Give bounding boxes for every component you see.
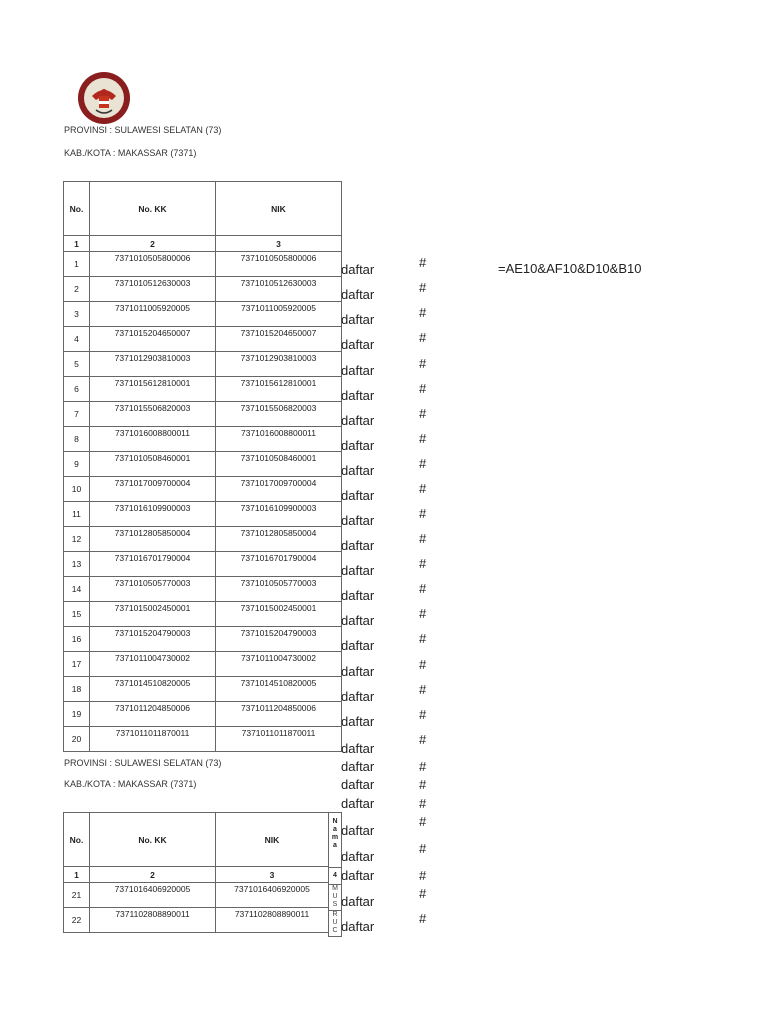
- hash-mark: #: [419, 431, 427, 446]
- daftar-label: daftar: [341, 312, 375, 327]
- cell-nik: 7371016701790004: [216, 552, 342, 577]
- cell-nik: 7371016109900003: [216, 502, 342, 527]
- hash-mark: #: [419, 796, 427, 811]
- vertical-letter: U: [332, 919, 338, 926]
- daftar-label: daftar: [341, 363, 375, 378]
- cell-nik: 7371010505770003: [216, 577, 342, 602]
- cell-no: 20: [64, 727, 90, 752]
- table-row: [64, 402, 342, 427]
- cell-no: 9: [64, 452, 90, 477]
- table-row: [64, 477, 342, 502]
- cell-no: 2: [64, 277, 90, 302]
- cell-nik: 7371015612810001: [216, 377, 342, 402]
- daftar-label: daftar: [341, 337, 375, 352]
- table-row: [64, 527, 342, 552]
- cell-nik: 7371014510820005: [216, 677, 342, 702]
- cell-kk: 7371017009700004: [90, 477, 216, 502]
- vertical-letter: R: [332, 911, 338, 918]
- daftar-label: daftar: [341, 413, 375, 428]
- daftar-label: daftar: [341, 287, 375, 302]
- daftar-label: daftar: [341, 777, 375, 792]
- kabkota-label: KAB./KOTA : MAKASSAR (7371): [64, 148, 197, 158]
- table-row: [64, 727, 342, 752]
- cell-no: 18: [64, 677, 90, 702]
- daftar-label: daftar: [341, 638, 375, 653]
- cell-nik: 7371012903810003: [216, 352, 342, 377]
- cell-no: 17: [64, 652, 90, 677]
- cell-kk: 7371011204850006: [90, 702, 216, 727]
- table-row: [64, 377, 342, 402]
- daftar-label: daftar: [341, 796, 375, 811]
- cell-no: 4: [64, 327, 90, 352]
- table-row: [64, 352, 342, 377]
- hash-mark: #: [419, 732, 427, 747]
- cell-nik: 7371015204650007: [216, 327, 342, 352]
- hash-mark: #: [419, 406, 427, 421]
- cell-kk: 7371016406920005: [90, 883, 216, 908]
- daftar-label: daftar: [341, 849, 375, 864]
- cell-kk: 7371016701790004: [90, 552, 216, 577]
- vertical-letter: U: [332, 893, 338, 900]
- cell-nik: 7371016008800011: [216, 427, 342, 452]
- cell-kk: 7371012903810003: [90, 352, 216, 377]
- cell-kk: 7371016109900003: [90, 502, 216, 527]
- hash-mark: #: [419, 886, 427, 901]
- cell-nik: 7371010508460001: [216, 452, 342, 477]
- nama-index-cell: 4: [328, 867, 342, 885]
- cell-no: 5: [64, 352, 90, 377]
- table-row: [64, 552, 342, 577]
- cell-no: 19: [64, 702, 90, 727]
- kpu-logo: [76, 70, 132, 126]
- hash-mark: #: [419, 305, 427, 320]
- table-row: [64, 602, 342, 627]
- cell-kk: 7371011005920005: [90, 302, 216, 327]
- daftar-label: daftar: [341, 868, 375, 883]
- column-index-row: 1 2 3: [64, 867, 329, 883]
- daftar-label: daftar: [341, 741, 375, 756]
- hash-mark: #: [419, 581, 427, 596]
- hash-mark: #: [419, 657, 427, 672]
- cell-kk: 7371015204650007: [90, 327, 216, 352]
- col-header-kk: No. KK: [90, 182, 216, 236]
- table-row: [64, 302, 342, 327]
- daftar-label: daftar: [341, 689, 375, 704]
- cell-kk: 7371012805850004: [90, 527, 216, 552]
- cell-nik: 7371015204790003: [216, 627, 342, 652]
- provinsi-label: PROVINSI : SULAWESI SELATAN (73): [64, 125, 222, 135]
- cell-nik: 7371011004730002: [216, 652, 342, 677]
- cell-nik: 7371016406920005: [216, 883, 329, 908]
- kpu-garuda-emblem-icon: [76, 70, 132, 126]
- hash-mark: #: [419, 356, 427, 371]
- cell-no: 3: [64, 302, 90, 327]
- table-row: [64, 652, 342, 677]
- hash-mark: #: [419, 759, 427, 774]
- table-row: [64, 627, 342, 652]
- col-header-nik: NIK: [216, 813, 329, 867]
- cell-no: 1: [64, 252, 90, 277]
- table-row: [64, 452, 342, 477]
- table-row: [64, 502, 342, 527]
- hash-mark: #: [419, 531, 427, 546]
- daftar-label: daftar: [341, 463, 375, 478]
- nama-cell-21: [328, 884, 342, 911]
- cell-kk: 7371010505800006: [90, 252, 216, 277]
- hash-mark: #: [419, 707, 427, 722]
- cell-no: 8: [64, 427, 90, 452]
- cell-nik: 7371011005920005: [216, 302, 342, 327]
- hash-mark: #: [419, 911, 427, 926]
- vertical-letter: S: [332, 901, 338, 908]
- vertical-letter: N: [332, 818, 338, 825]
- cell-kk: 7371102808890011: [90, 908, 216, 933]
- daftar-label: daftar: [341, 262, 375, 277]
- hash-mark: #: [419, 777, 427, 792]
- nama-header-vertical: [328, 812, 342, 868]
- hash-mark: #: [419, 506, 427, 521]
- daftar-label: daftar: [341, 919, 375, 934]
- vertical-letter: m: [331, 834, 339, 841]
- cell-kk: 7371010512630003: [90, 277, 216, 302]
- cell-no: 21: [64, 883, 90, 908]
- hash-mark: #: [419, 841, 427, 856]
- cell-no: 7: [64, 402, 90, 427]
- daftar-label: daftar: [341, 538, 375, 553]
- cell-nik: 7371010512630003: [216, 277, 342, 302]
- vertical-letter: a: [333, 842, 337, 849]
- daftar-label: daftar: [341, 488, 375, 503]
- col-header-no: No.: [64, 182, 90, 236]
- kabkota-label-2: KAB./KOTA : MAKASSAR (7371): [64, 779, 197, 789]
- table-row: [64, 883, 329, 908]
- cell-nik: 7371015002450001: [216, 602, 342, 627]
- hash-mark: #: [419, 868, 427, 883]
- cell-kk: 7371010505770003: [90, 577, 216, 602]
- cell-no: 14: [64, 577, 90, 602]
- cell-kk: 7371014510820005: [90, 677, 216, 702]
- table-row: [64, 702, 342, 727]
- cell-no: 12: [64, 527, 90, 552]
- daftar-label: daftar: [341, 588, 375, 603]
- cell-kk: 7371011011870011: [90, 727, 216, 752]
- cell-kk: 7371015612810001: [90, 377, 216, 402]
- cell-no: 6: [64, 377, 90, 402]
- cell-kk: 7371015002450001: [90, 602, 216, 627]
- vertical-letter: C: [332, 927, 338, 934]
- table-row: [64, 908, 329, 933]
- cell-nik: 7371011204850006: [216, 702, 342, 727]
- cell-nik: 7371102808890011: [216, 908, 329, 933]
- provinsi-label-2: PROVINSI : SULAWESI SELATAN (73): [64, 758, 222, 768]
- table-row: [64, 277, 342, 302]
- hash-mark: #: [419, 606, 427, 621]
- table-row: [64, 577, 342, 602]
- daftar-label: daftar: [341, 388, 375, 403]
- daftar-label: daftar: [341, 894, 375, 909]
- daftar-label: daftar: [341, 823, 375, 838]
- daftar-label: daftar: [341, 664, 375, 679]
- cell-no: 13: [64, 552, 90, 577]
- daftar-label: daftar: [341, 714, 375, 729]
- cell-nik: 7371017009700004: [216, 477, 342, 502]
- cell-nik: 7371011011870011: [216, 727, 342, 752]
- cell-kk: 7371011004730002: [90, 652, 216, 677]
- hash-mark: #: [419, 556, 427, 571]
- col-header-nik: NIK: [216, 182, 342, 236]
- cell-no: 11: [64, 502, 90, 527]
- hash-mark: #: [419, 456, 427, 471]
- cell-nik: 7371015506820003: [216, 402, 342, 427]
- cell-kk: 7371010508460001: [90, 452, 216, 477]
- nama-cell-22: [328, 910, 342, 937]
- daftar-label: daftar: [341, 563, 375, 578]
- hash-mark: #: [419, 330, 427, 345]
- hash-mark: #: [419, 481, 427, 496]
- hash-mark: #: [419, 381, 427, 396]
- daftar-label: daftar: [341, 759, 375, 774]
- col-header-no: No.: [64, 813, 90, 867]
- table-row: [64, 677, 342, 702]
- hash-mark: #: [419, 631, 427, 646]
- cell-kk: 7371015506820003: [90, 402, 216, 427]
- cell-nik: 7371012805850004: [216, 527, 342, 552]
- table-row: [64, 327, 342, 352]
- daftar-label: daftar: [341, 613, 375, 628]
- col-header-kk: No. KK: [90, 813, 216, 867]
- vertical-letter: a: [333, 826, 337, 833]
- formula-text: =AE10&AF10&D10&B10: [498, 261, 642, 276]
- hash-mark: #: [419, 255, 427, 270]
- column-index-row: 1 2 3: [64, 236, 342, 252]
- table-row: [64, 427, 342, 452]
- hash-mark: #: [419, 814, 427, 829]
- cell-no: 15: [64, 602, 90, 627]
- hash-mark: #: [419, 682, 427, 697]
- hash-mark: #: [419, 280, 427, 295]
- cell-kk: 7371015204790003: [90, 627, 216, 652]
- vertical-letter: M: [332, 885, 338, 892]
- cell-nik: 7371010505800006: [216, 252, 342, 277]
- cell-kk: 7371016008800011: [90, 427, 216, 452]
- cell-no: 10: [64, 477, 90, 502]
- cell-no: 16: [64, 627, 90, 652]
- table-row: [64, 252, 342, 277]
- voter-table-2: [63, 812, 329, 933]
- cell-no: 22: [64, 908, 90, 933]
- voter-table-1: [63, 181, 342, 752]
- daftar-label: daftar: [341, 513, 375, 528]
- daftar-label: daftar: [341, 438, 375, 453]
